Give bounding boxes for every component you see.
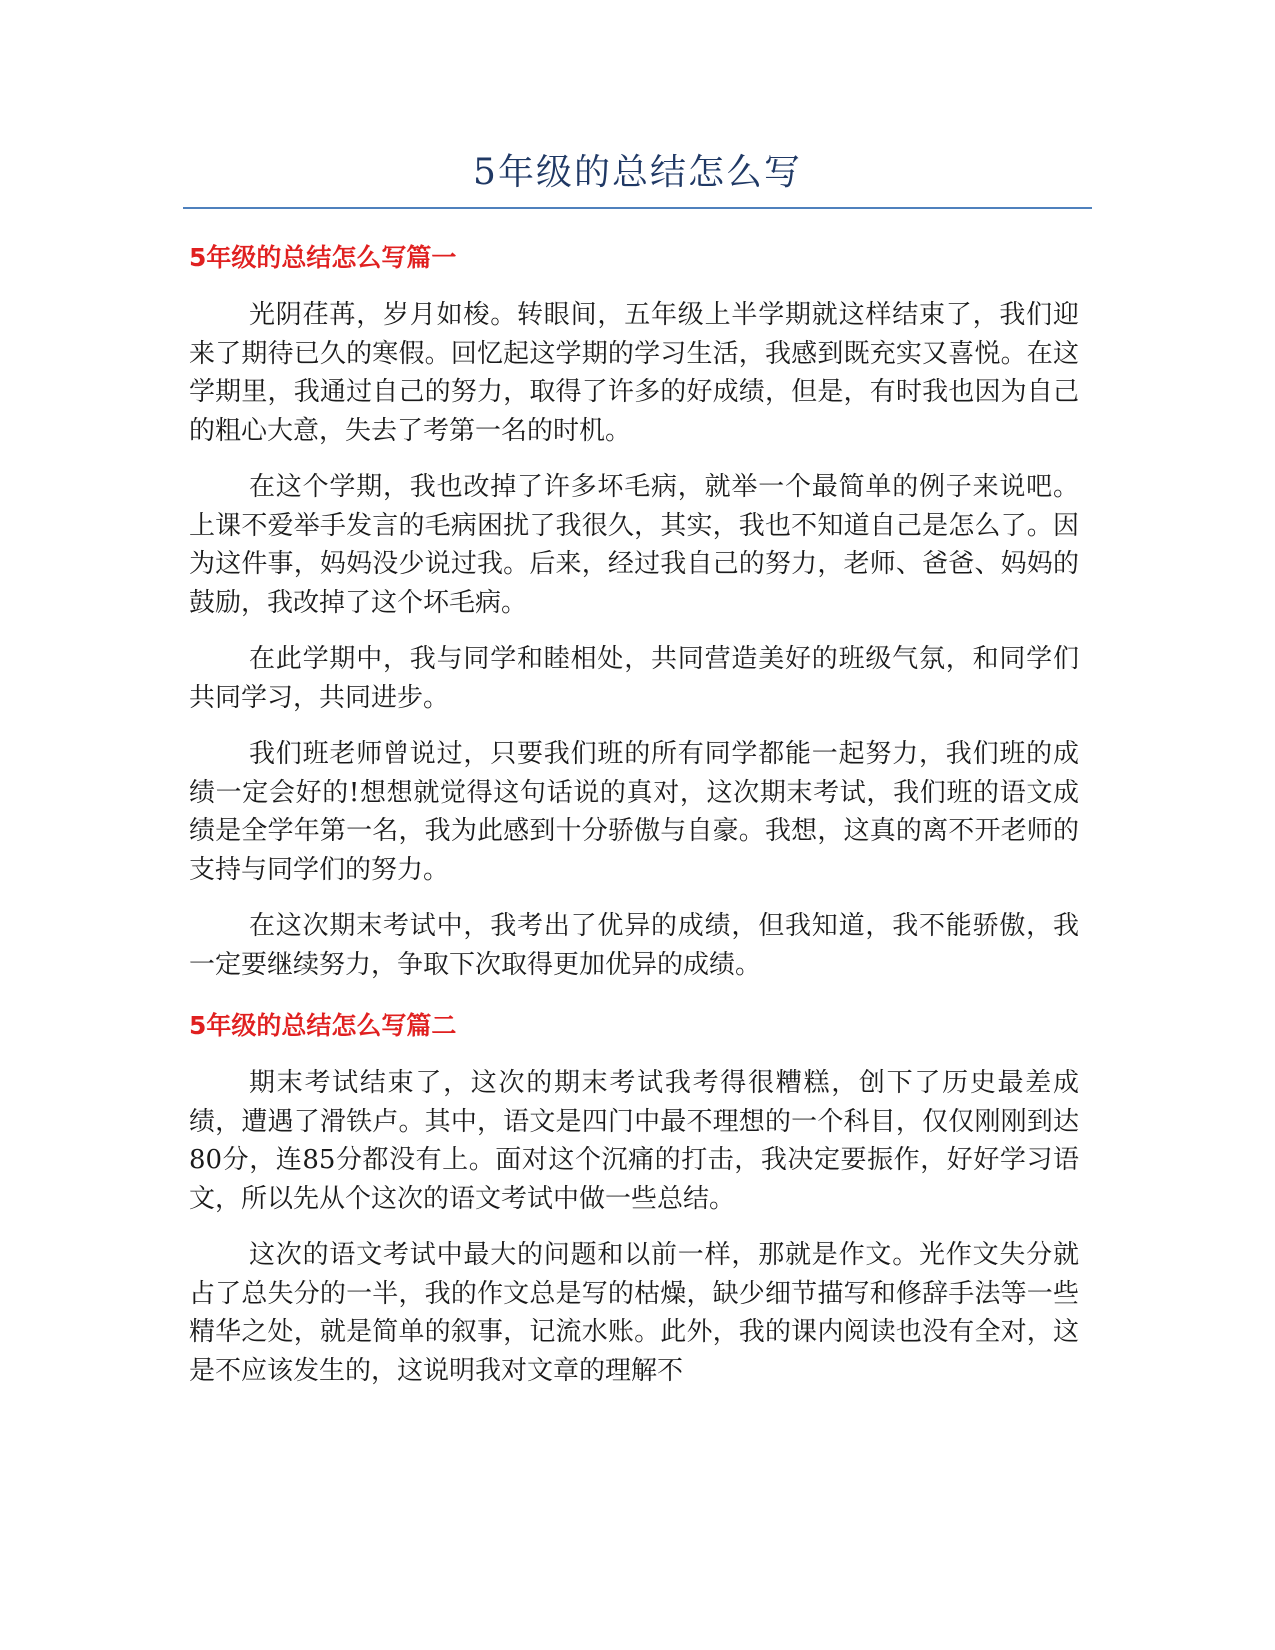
document-title: 5年级的总结怎么写 [473, 152, 802, 193]
section-one [189, 238, 1079, 984]
paragraph: 光阴荏苒，岁月如梭。转眼间，五年级上半学期就这样结束了，我们迎来了期待已久的寒假。回忆起这学期的学习生活，我感到既充实又喜悦。在这学期里，我通过自己的努力，取得了许多的好成绩，但是，有时我也因为自己的粗心大意，失去了考第一名的时机。 [189, 300, 1079, 446]
paragraph: 我们班老师曾说过，只要我们班的所有同学都能一起努力，我们班的成绩一定会好的!想想就觉得这句话说的真对，这次期末考试，我们班的语文成绩是全学年第一名，我为此感到十分骄傲与自豪。我想，这真的离不开老师的支持与同学们的努力。 [189, 739, 1079, 885]
section-two [189, 1006, 1079, 1390]
document-body [189, 238, 1079, 1408]
paragraph: 这次的语文考试中最大的问题和以前一样，那就是作文。光作文失分就占了总失分的一半，我的作文总是写的枯燥，缺少细节描写和修辞手法等一些精华之处，就是简单的叙事，记流水账。此外，我的课内阅读也没有全对，这是不应该发生的，这说明我对文章的理解不 [189, 1240, 1079, 1386]
paragraph: 期末考试结束了，这次的期末考试我考得很糟糕，创下了历史最差成绩，遭遇了滑铁卢。其中，语文是四门中最不理想的一个科目，仅仅刚刚到达80分，连85分都没有上。面对这个沉痛的打击，我决定要振作，好好学习语文，所以先从个这次的语文考试中做一些总结。 [189, 1068, 1079, 1214]
paragraph: 在这个学期，我也改掉了许多坏毛病，就举一个最简单的例子来说吧。上课不爱举手发言的毛病困扰了我很久，其实，我也不知道自己是怎么了。因为这件事，妈妈没少说过我。后来，经过我自己的努力，老师、爸爸、妈妈的鼓励，我改掉了这个坏毛病。 [189, 472, 1079, 618]
section-heading: 5年级的总结怎么写篇二 [189, 1011, 457, 1040]
paragraph: 在此学期中，我与同学和睦相处，共同营造美好的班级气氛，和同学们共同学习，共同进步。 [189, 644, 1079, 713]
paragraph: 在这次期末考试中，我考出了优异的成绩，但我知道，我不能骄傲，我一定要继续努力，争取下次取得更加优异的成绩。 [189, 911, 1079, 980]
title-divider [183, 207, 1092, 209]
section-heading: 5年级的总结怎么写篇一 [189, 243, 457, 272]
